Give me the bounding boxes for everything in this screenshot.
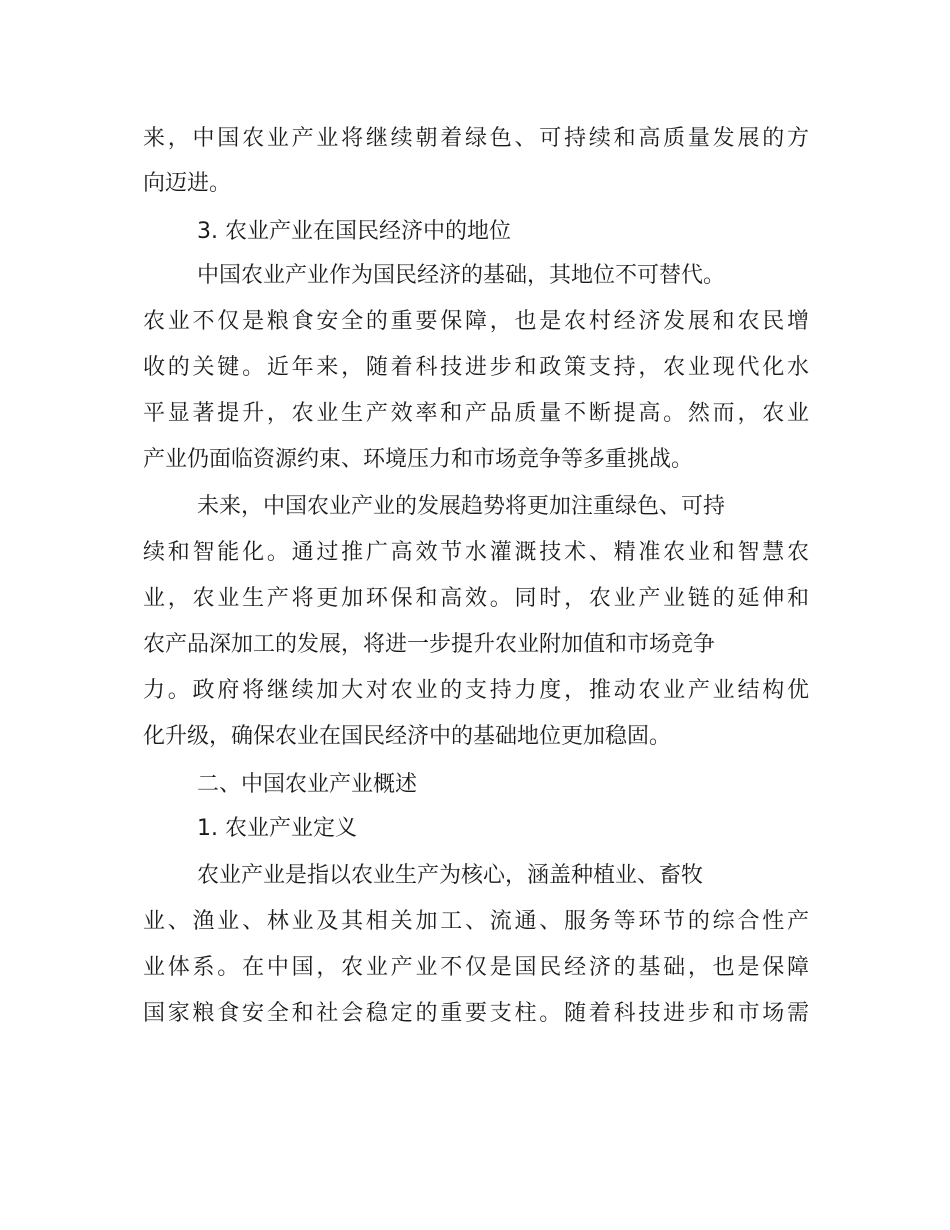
line-text: 农业不仅是粮食安全的重要保障，也是农村经济发展和农民增 (143, 309, 809, 334)
body-text-line (0, 902, 950, 942)
body-text-line (0, 625, 950, 665)
heading-text: 1. 农业产业定义 (197, 816, 357, 841)
body-text-line (0, 579, 950, 619)
body-text-line (0, 856, 950, 896)
line-text: 来，中国农业产业将继续朝着绿色、可持续和高质量发展的方 (143, 126, 809, 151)
body-text-line (0, 302, 950, 342)
body-text-line (0, 394, 950, 434)
line-text: 向迈进。 (143, 171, 232, 196)
line-text: 业，农业生产将更加环保和高效。同时，农业产业链的延伸和 (143, 586, 809, 611)
body-text-line (0, 119, 950, 159)
section-heading (0, 809, 950, 849)
body-text-line (0, 256, 950, 296)
body-text-line (0, 440, 950, 480)
heading-text: 二、中国农业产业概述 (197, 772, 418, 797)
body-text-line (0, 533, 950, 573)
line-text: 未来，中国农业产业的发展趋势将更加注重绿色、可持 (197, 494, 726, 519)
body-text-line (0, 164, 950, 204)
line-text: 农产品深加工的发展，将进一步提升农业附加值和市场竞争 (143, 632, 716, 657)
body-text-line (0, 994, 950, 1034)
line-text: 力。政府将继续加大对农业的支持力度，推动农业产业结构优 (143, 678, 809, 703)
line-text: 国家粮食安全和社会稳定的重要支柱。随着科技进步和市场需 (143, 1001, 809, 1026)
section-heading (0, 212, 950, 252)
line-text: 农业产业是指以农业生产为核心，涵盖种植业、畜牧 (197, 863, 704, 888)
body-text-line (0, 671, 950, 711)
chapter-heading (0, 765, 950, 805)
line-text: 中国农业产业作为国民经济的基础，其地位不可替代。 (197, 263, 726, 288)
body-text-line (0, 348, 950, 388)
heading-text: 3. 农业产业在国民经济中的地位 (197, 219, 511, 244)
line-text: 产业仍面临资源约束、环境压力和市场竞争等多重挑战。 (143, 447, 694, 472)
body-text-line (0, 487, 950, 527)
line-text: 业、渔业、林业及其相关加工、流通、服务等环节的综合性产 (143, 909, 809, 934)
line-text: 平显著提升，农业生产效率和产品质量不断提高。然而，农业 (143, 401, 809, 426)
body-text-line (0, 948, 950, 988)
body-text-line (0, 717, 950, 757)
line-text: 业体系。在中国，农业产业不仅是国民经济的基础，也是保障 (143, 955, 809, 980)
line-text: 化升级，确保农业在国民经济中的基础地位更加稳固。 (143, 724, 672, 749)
line-text: 收的关键。近年来，随着科技进步和政策支持，农业现代化水 (143, 355, 809, 380)
line-text: 续和智能化。通过推广高效节水灌溉技术、精准农业和智慧农 (143, 540, 809, 565)
